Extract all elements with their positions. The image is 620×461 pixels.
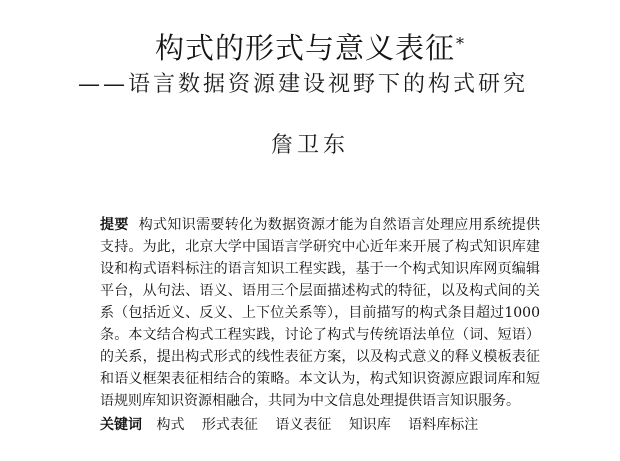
abstract-line: 条。本文结合构式工程实践，讨论了构式与传统语法单位（词、短语） <box>100 327 540 343</box>
paper-subtitle: ——语言数据资源建设视野下的构式研究 <box>78 72 529 97</box>
paper-title <box>0 30 620 66</box>
abstract-line: 语规则库知识资源相融合，共同为中文信息处理提供语言知识服务。 <box>100 393 520 409</box>
abstract-line: 设和构式语料标注的语言知识工程实践，基于一个构式知识库网页编辑 <box>100 261 540 277</box>
abstract-line: 支持。为此，北京大学中国语言学研究中心近年来开展了构式知识库建 <box>100 239 540 255</box>
keyword-item: 语料库标注 <box>408 417 479 433</box>
keyword-item: 形式表征 <box>201 417 258 433</box>
title-footnote-mark: * <box>456 34 465 53</box>
abstract-line: 平台，从句法、语义、语用三个层面描述构式的特征，以及构式间的关 <box>100 283 540 299</box>
keyword-item: 语义表征 <box>275 417 332 433</box>
keywords-label: 关键词 <box>100 417 142 433</box>
author-name: 詹卫东 <box>270 133 349 158</box>
keyword-item: 知识库 <box>348 417 391 433</box>
abstract-label: 提要 <box>100 217 129 233</box>
keywords <box>100 414 491 436</box>
abstract-line <box>100 214 540 236</box>
abstract-line: 的关系，提出构式形式的线性表征方案，以及构式意义的释义模板表征 <box>100 349 540 365</box>
abstract-line: 系（包括近义、反义、上下位关系等），目前描写的构式条目超过1000 <box>100 305 540 321</box>
abstract-line: 和语义框架表征相结合的策略。本文认为，构式知识资源应跟词库和短 <box>100 371 540 387</box>
title-text: 构式的形式与意义表征 <box>154 31 455 65</box>
abstract-text: 构式知识需要转化为数据资源才能为自然语言处理应用系统提供 <box>138 217 541 233</box>
abstract <box>100 214 540 412</box>
keyword-item: 构式 <box>156 417 185 433</box>
